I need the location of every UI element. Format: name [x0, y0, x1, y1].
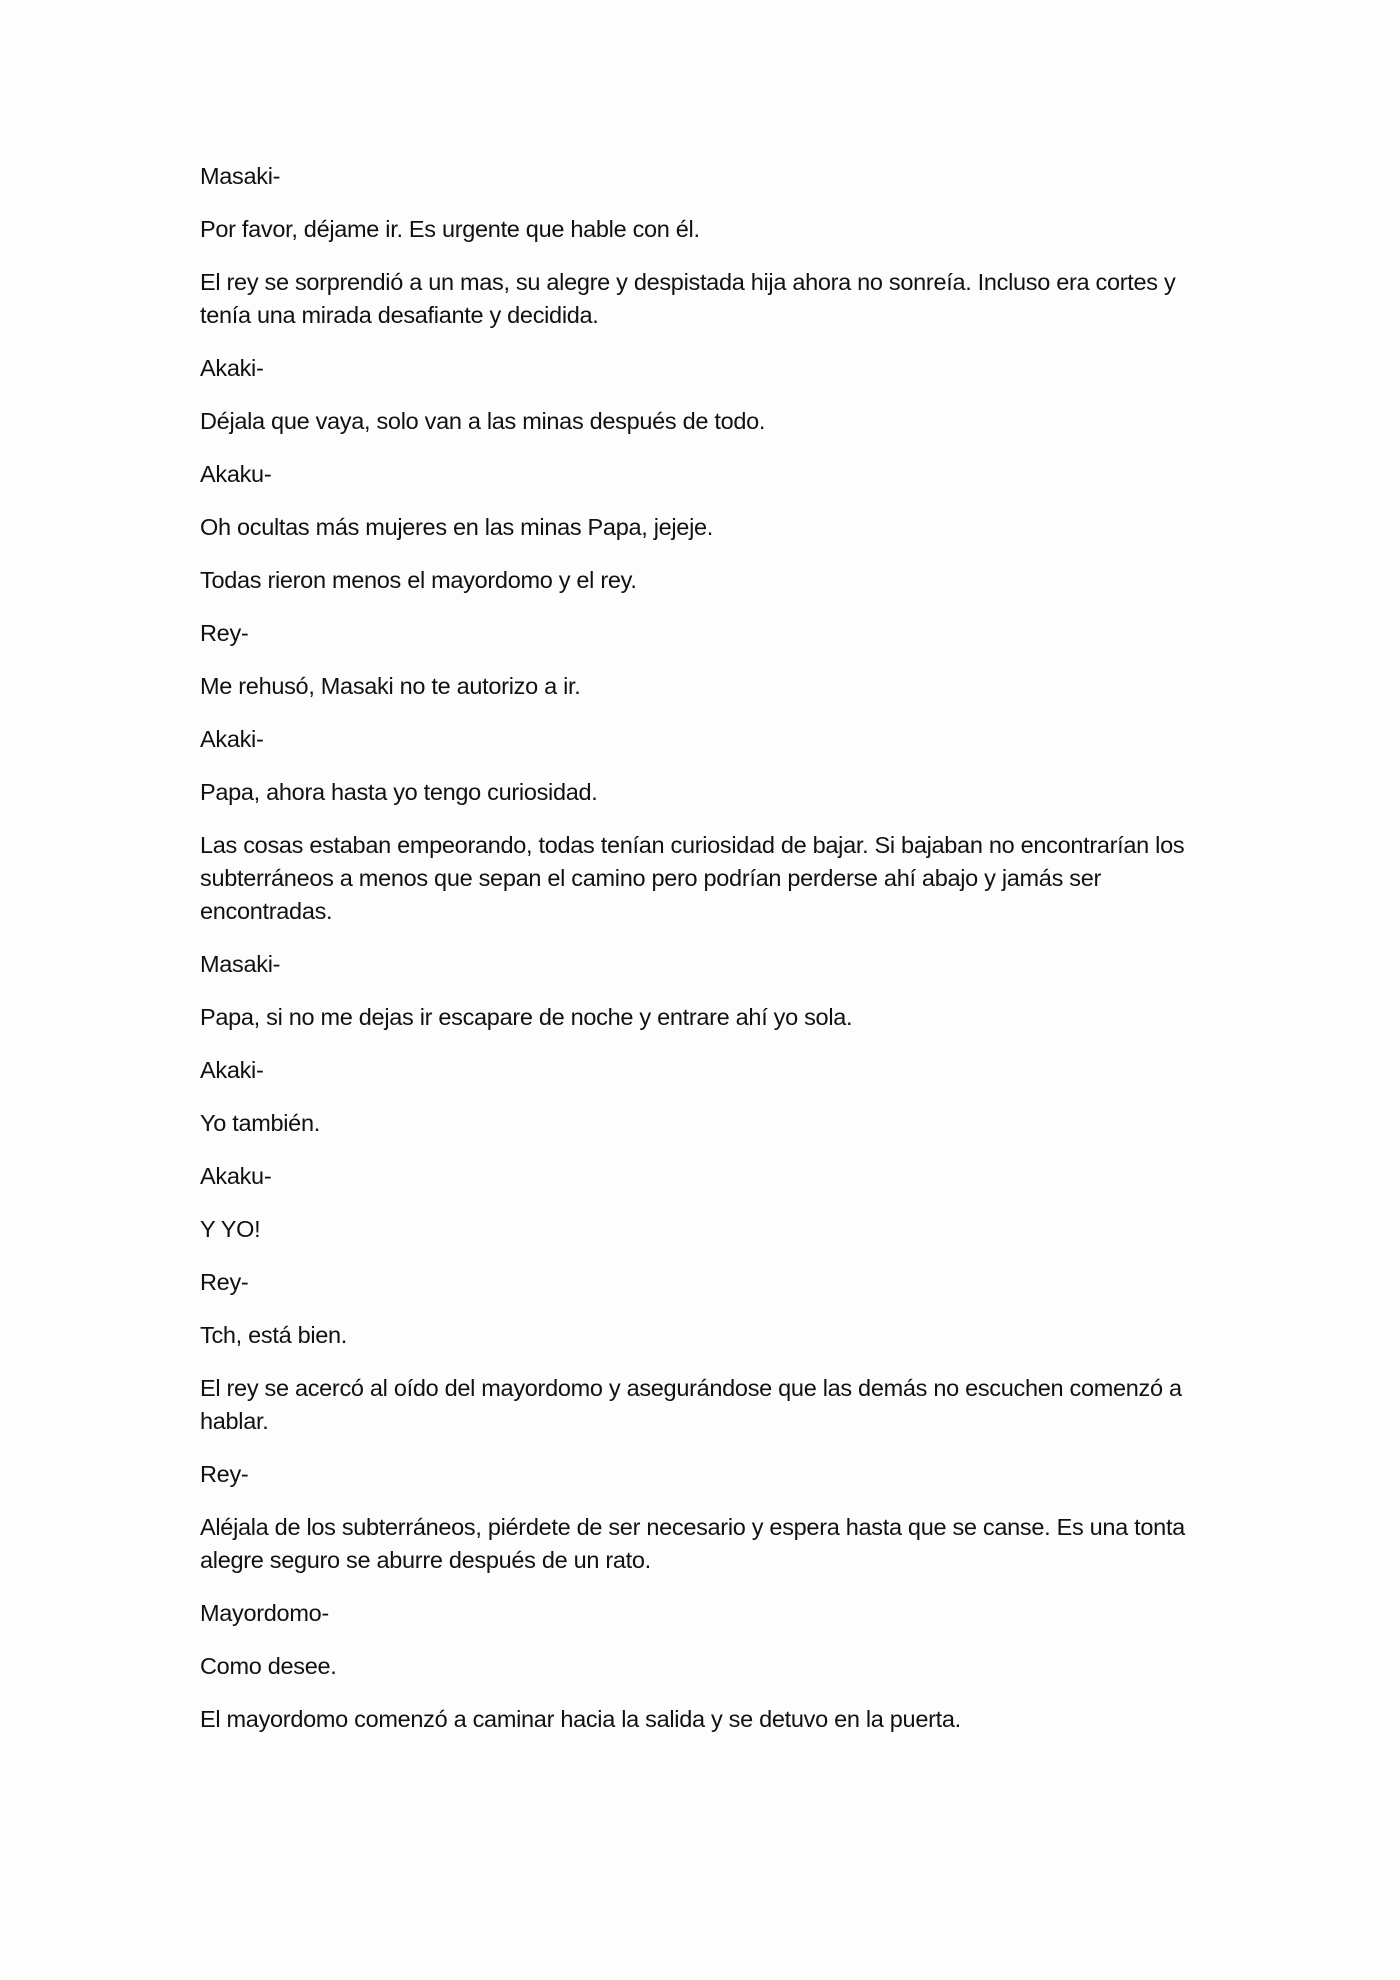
dialogue-line: Aléjala de los subterráneos, piérdete de ser necesario y espera hasta que se canse. Es una tonta alegre seguro se aburre después de un rato. — [200, 1514, 1185, 1573]
dialogue-line: Me rehusó, Masaki no te autorizo a ir. — [200, 673, 581, 699]
dialogue-line: Papa, ahora hasta yo tengo curiosidad. — [200, 779, 598, 805]
speaker-label: Rey- — [200, 1269, 249, 1295]
speaker-label: Masaki- — [200, 163, 281, 189]
dialogue-line: Y YO! — [200, 1216, 261, 1242]
dialogue-line: Yo también. — [200, 1110, 320, 1136]
narration-paragraph: El rey se acercó al oído del mayordomo y asegurándose que las demás no escuchen comenzó a hablar. — [200, 1375, 1182, 1434]
speaker-label: Akaku- — [200, 1163, 272, 1189]
document-body — [200, 160, 1210, 1756]
dialogue-line: Déjala que vaya, solo van a las minas después de todo. — [200, 408, 766, 434]
narration-paragraph: Todas rieron menos el mayordomo y el rey. — [200, 567, 637, 593]
dialogue-line: Tch, está bien. — [200, 1322, 348, 1348]
narration-paragraph: El rey se sorprendió a un mas, su alegre y despistada hija ahora no sonreía. Incluso era cortes y tenía una mirada desafiante y decidida. — [200, 269, 1176, 328]
speaker-label: Rey- — [200, 1461, 249, 1487]
speaker-label: Rey- — [200, 620, 249, 646]
dialogue-line: Como desee. — [200, 1653, 337, 1679]
speaker-label: Masaki- — [200, 951, 281, 977]
dialogue-line: Por favor, déjame ir. Es urgente que hable con él. — [200, 216, 700, 242]
narration-paragraph: El mayordomo comenzó a caminar hacia la salida y se detuvo en la puerta. — [200, 1706, 961, 1732]
speaker-label: Akaki- — [200, 1057, 264, 1083]
dialogue-line: Papa, si no me dejas ir escapare de noche y entrare ahí yo sola. — [200, 1004, 853, 1030]
speaker-label: Akaku- — [200, 461, 272, 487]
dialogue-line: Oh ocultas más mujeres en las minas Papa, jejeje. — [200, 514, 713, 540]
narration-paragraph: Las cosas estaban empeorando, todas tenían curiosidad de bajar. Si bajaban no encontrarían los subterráneos a menos que sepan el camino pero podrían perderse ahí abajo y jamás ser encontradas. — [200, 832, 1185, 924]
speaker-label: Akaki- — [200, 355, 264, 381]
speaker-label: Mayordomo- — [200, 1600, 329, 1626]
speaker-label: Akaki- — [200, 726, 264, 752]
